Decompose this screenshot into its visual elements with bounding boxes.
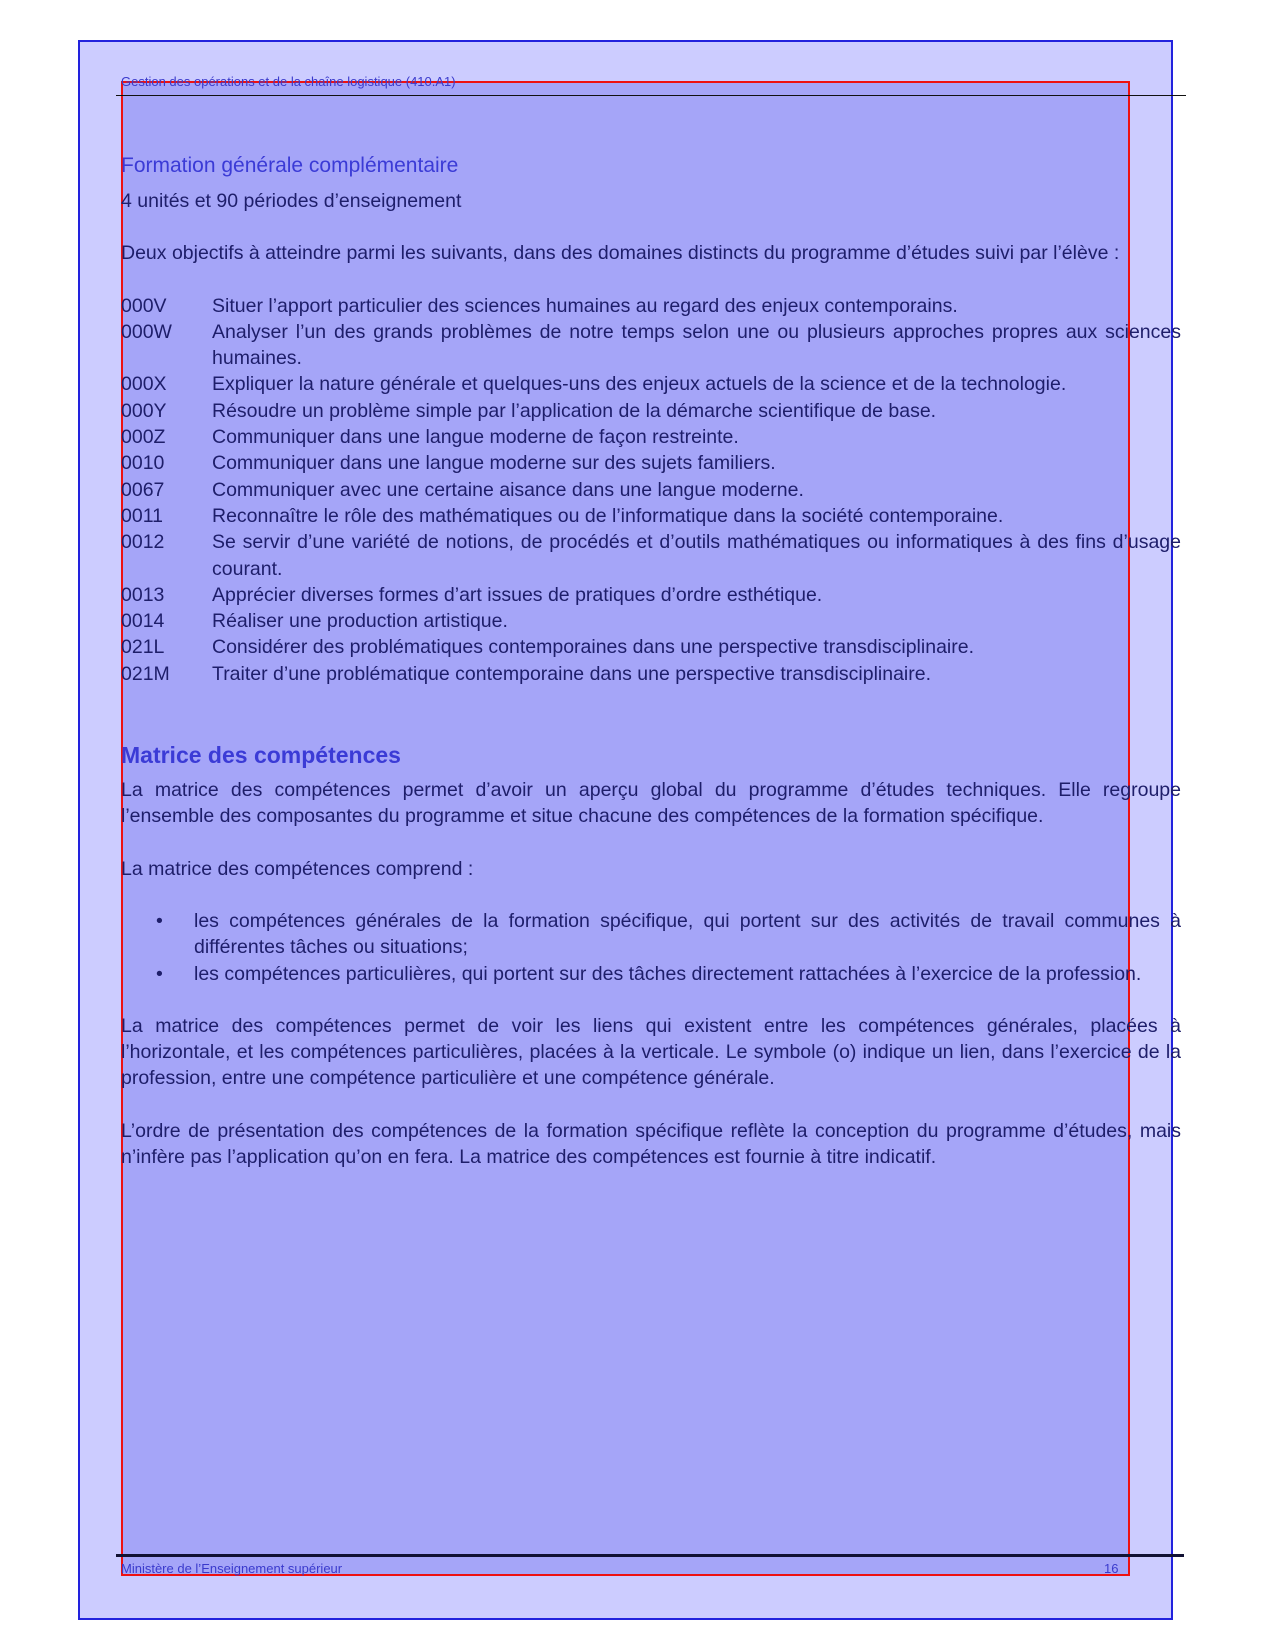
competency-row — [121, 477, 1181, 503]
competency-text: Communiquer avec une certaine aisance dans une langue moderne. — [212, 478, 804, 501]
competency-text: Résoudre un problème simple par l’application de la démarche scientifique de base. — [212, 399, 937, 422]
competency-code: 000W — [121, 320, 172, 343]
competency-text: Considérer des problématiques contemporaines dans une perspective transdisciplinaire. — [212, 636, 975, 659]
matrix-paragraph-contents: La matrice des compétences comprend : — [121, 857, 474, 880]
competency-row — [121, 529, 1181, 582]
competency-row — [121, 582, 1181, 608]
units-line: 4 unités et 90 périodes d’enseignement — [121, 190, 462, 212]
competency-code: 000X — [121, 373, 167, 396]
objectives-intro: Deux objectifs à atteindre parmi les suivants, dans des domaines distincts du programme d’études suivi par l’élève : — [121, 242, 1120, 265]
running-header: Gestion des opérations et de la chaîne logistique (410.A1) — [121, 74, 456, 89]
competency-text: Expliquer la nature générale et quelques-uns des enjeux actuels de la science et de la technologie. — [212, 373, 1067, 396]
competency-code: 0012 — [121, 531, 165, 554]
document-body — [121, 150, 1181, 1170]
competency-row — [121, 450, 1181, 476]
competency-code: 021L — [121, 636, 165, 659]
bullet-text: les compétences générales de la formation spécifique, qui portent sur des activités de travail communes à différentes tâches ou situations; — [194, 909, 1181, 959]
section-title-matrix: Matrice des compétences — [121, 742, 401, 769]
competency-text: Réaliser une production artistique. — [212, 610, 508, 633]
competency-code: 0010 — [121, 452, 165, 475]
matrix-paragraph-order: L’ordre de présentation des compétences de la formation spécifique reflète la conception du programme d’études, mais n’infère pas l’application qu’on en fera. La matrice des compétences est fournie à titre indicatif. — [121, 1119, 1181, 1169]
section-title-formation: Formation générale complémentaire — [121, 154, 459, 177]
competency-text: Communiquer dans une langue moderne sur des sujets familiers. — [212, 452, 776, 475]
competency-code: 0014 — [121, 610, 165, 633]
matrix-paragraph-overview: La matrice des compétences permet d’avoir un aperçu global du programme d’études techniques. Elle regroupe l’ensemble des composantes du programme et situe chacune des compétences de la formation spécifique. — [121, 779, 1181, 828]
competency-text: Traiter d’une problématique contemporaine dans une perspective transdisciplinaire. — [212, 662, 932, 685]
competency-code: 0013 — [121, 583, 165, 606]
competency-text: Reconnaître le rôle des mathématiques ou de l’informatique dans la société contemporaine. — [212, 504, 1004, 527]
matrix-bullet-list — [121, 908, 1181, 987]
competency-code: 000Y — [121, 399, 167, 422]
bullet-icon: • — [156, 962, 163, 985]
bullet-text: les compétences particulières, qui portent sur des tâches directement rattachées à l’exercice de la profession. — [194, 962, 1142, 985]
footer-rule — [116, 1554, 1184, 1557]
footer-ministry: Ministère de l’Enseignement supérieur — [121, 1561, 343, 1576]
competency-code: 0067 — [121, 478, 165, 501]
competency-text: Analyser l’un des grands problèmes de notre temps selon une ou plusieurs approches propres aux sciences humaines. — [212, 320, 1181, 370]
competency-list — [121, 293, 1181, 687]
list-item — [121, 961, 1181, 987]
competency-code: 0011 — [121, 504, 163, 527]
competency-code: 021M — [121, 662, 170, 685]
competency-row — [121, 371, 1181, 397]
bullet-icon: • — [156, 909, 163, 932]
competency-text: Se servir d’une variété de notions, de procédés et d’outils mathématiques ou informatiques à des fins d’usage courant. — [212, 531, 1181, 580]
competency-row — [121, 608, 1181, 634]
competency-row — [121, 661, 1181, 687]
competency-row — [121, 319, 1181, 372]
competency-row — [121, 503, 1181, 529]
competency-text: Communiquer dans une langue moderne de façon restreinte. — [212, 426, 739, 449]
competency-text: Apprécier diverses formes d’art issues de pratiques d’ordre esthétique. — [212, 583, 823, 606]
header-rule — [116, 95, 1186, 96]
list-item — [121, 908, 1181, 961]
page-number: 16 — [1104, 1561, 1119, 1576]
competency-code: 000Z — [121, 426, 166, 449]
competency-row — [121, 424, 1181, 450]
matrix-paragraph-links: La matrice des compétences permet de voir les liens qui existent entre les compétences générales, placées à l’horizontale, et les compétences particulières, placées à la verticale. Le symbole (o) indique un lien, dans l’exercice de la profession, entre une compétence particulière et une compétence générale. — [121, 1014, 1181, 1090]
competency-text: Situer l’apport particulier des sciences humaines au regard des enjeux contemporains. — [212, 294, 958, 317]
competency-code: 000V — [121, 294, 167, 317]
competency-row — [121, 293, 1181, 319]
competency-row — [121, 398, 1181, 424]
competency-row — [121, 634, 1181, 660]
